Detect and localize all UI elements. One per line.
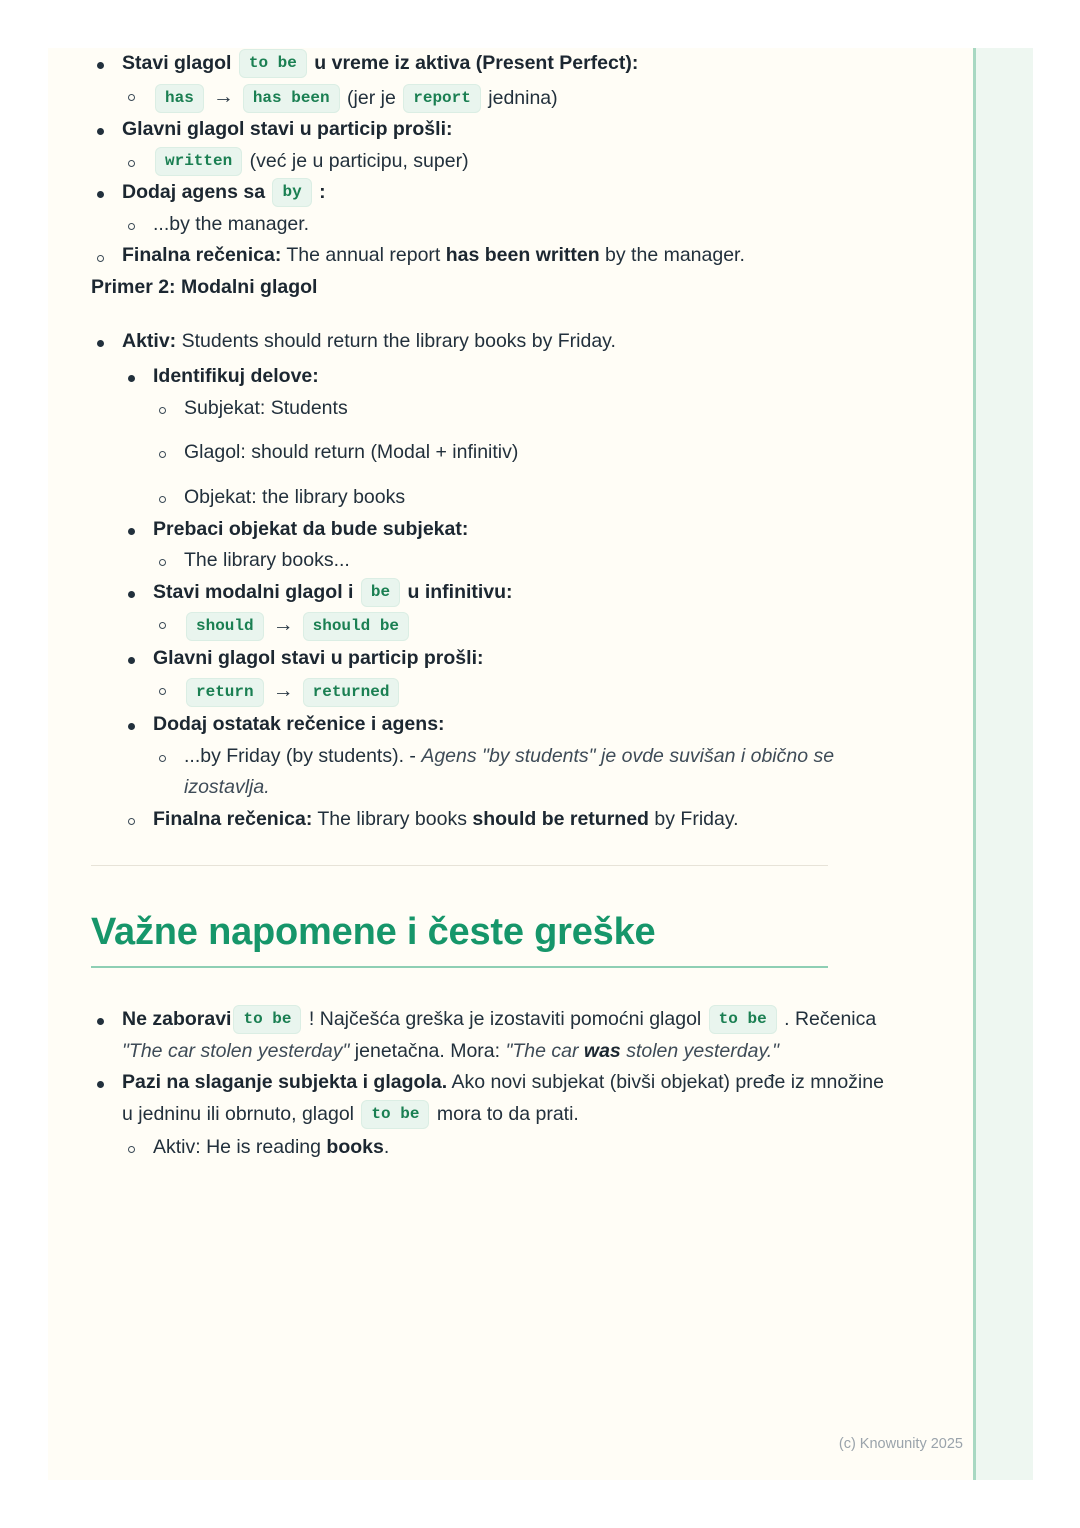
example2-identify-item-2: Objekat: the library books <box>184 485 406 508</box>
title-underline <box>91 966 828 968</box>
example2-final-sentence <box>122 804 886 836</box>
note-1-italic-2-a: "The car <box>505 1039 584 1062</box>
code-chip-returned: returned <box>303 678 400 707</box>
bullet-circle-icon <box>97 255 104 262</box>
example1-step-3 <box>91 177 886 240</box>
bullet-disc-icon <box>97 1018 104 1025</box>
bullet-disc-icon <box>128 657 135 664</box>
example2-step-2-sub-text <box>184 608 886 643</box>
page-title: Važne napomene i česte greške <box>91 911 656 954</box>
note-item-2 <box>91 1067 886 1164</box>
note-1-italic-2 <box>505 1040 779 1062</box>
example1-step-1-lead-b: u vreme iz aktiva (Present Perfect): <box>308 52 639 74</box>
bullet-disc-icon <box>128 591 135 598</box>
note-1-mid-2: . Rečenica <box>778 1008 877 1031</box>
example2-step-3-sub-text <box>184 674 886 709</box>
note-2-mid-2: mora to da prati. <box>431 1102 579 1125</box>
example1-step-3-lead-b: : <box>313 181 326 204</box>
example2-identify-label-text: Identifikuj delove: <box>153 365 319 388</box>
note-1-italic-2-b: stolen yesterday." <box>620 1039 780 1062</box>
bullet-circle-icon <box>128 160 135 167</box>
example2-substeps <box>122 361 886 835</box>
example1-step-3-sublist <box>122 209 886 241</box>
example2-step-4-lead: Dodaj ostatak rečenice i agens: <box>153 712 445 735</box>
bullet-disc-icon <box>128 375 135 382</box>
example2-step-4 <box>122 709 886 804</box>
example1-step-2-lead: Glavni glagol stavi u particip prošli: <box>122 118 453 141</box>
code-chip-to-be: to be <box>233 1005 301 1034</box>
example1-final-label: Finalna rečenica: <box>122 244 282 267</box>
note-2-sub-text-b: . <box>383 1136 390 1159</box>
copyright-watermark: (c) Knowunity 2025 <box>838 1436 963 1452</box>
bullet-circle-icon <box>159 688 166 695</box>
arrow-right-icon: → <box>272 613 294 637</box>
example2-aktiv-text <box>122 326 886 358</box>
note-1-mid-1: ! Najčešća greška je izostaviti pomoćni glagol <box>303 1008 707 1031</box>
note-1-bold-lead: Ne zaboravi <box>122 1008 232 1031</box>
example2-heading: Primer 2: Modalni glagol <box>91 276 318 299</box>
example1-step-2-sublist <box>122 146 886 178</box>
bullet-disc-icon <box>97 62 104 69</box>
code-chip-by: by <box>272 178 311 207</box>
example2-step-3-text <box>153 643 886 675</box>
example2-final-text-a: The library books <box>312 807 473 830</box>
example2-step-1-sublist <box>153 545 886 577</box>
bullet-circle-icon <box>159 755 166 762</box>
example2-step-2-lead-b: u infinitivu: <box>402 580 513 603</box>
example1-step-1 <box>91 48 886 114</box>
example1-step-2-text <box>122 114 886 146</box>
note-2-bold-lead: Pazi na slaganje subjekta i glagola. <box>122 1071 448 1094</box>
example2-step-4-sub-1 <box>153 741 886 804</box>
example1-step-3-lead-a: Dodaj agens sa <box>122 181 271 204</box>
note-1-italic-1: "The car stolen yesterday" <box>122 1039 350 1062</box>
example2-step-1-lead: Prebaci objekat da bude subjekat: <box>153 517 469 540</box>
example1-final-sentence <box>91 240 886 272</box>
example2-final-bold: should be returned <box>472 807 649 830</box>
document-content <box>91 48 886 1164</box>
bullet-disc-icon <box>128 528 135 535</box>
example1-final-bold: has been written <box>445 244 600 267</box>
example1-final-text-a: The annual report <box>281 244 446 267</box>
example2-aktiv-label: Aktiv: <box>122 329 177 352</box>
section-divider <box>91 865 828 866</box>
example2-identify-items <box>153 393 886 514</box>
notes-list <box>91 1004 886 1164</box>
example1-step-3-sub-1-text: ...by the manager. <box>153 212 310 235</box>
example2-step-3-sublist <box>153 674 886 709</box>
bullet-disc-icon <box>97 128 104 135</box>
example1-step-2-sub-1-text <box>153 146 886 178</box>
example2-step-2-sub-1 <box>153 608 886 643</box>
code-chip-to-be: to be <box>709 1005 777 1034</box>
code-chip-written: written <box>155 147 242 176</box>
example2-step-4-text <box>153 709 886 741</box>
note-2-mid-1: Ako novi subjekat (bivši objekat) pređe iz množine u jedninu ili obrnuto, glagol <box>122 1071 884 1125</box>
example2-step-2 <box>122 577 886 643</box>
bullet-circle-icon <box>159 496 166 503</box>
bullet-disc-icon <box>97 340 104 347</box>
arrow-right-icon: → <box>212 84 234 108</box>
example1-step-1-text <box>122 48 886 80</box>
example1-step-1-sub-1 <box>122 80 886 115</box>
example2-identify-item-0: Subjekat: Students <box>184 396 348 419</box>
example1-step-list <box>91 48 886 272</box>
example1-step-1-sub-tail: jednina) <box>482 86 558 109</box>
example2-step-1-text <box>153 514 886 546</box>
bullet-circle-icon <box>159 622 166 629</box>
note-2-sub-bold: books <box>326 1136 384 1159</box>
example1-final-text <box>122 240 886 272</box>
example2-step-1-sub-1 <box>153 545 886 577</box>
example1-step-3-sub-1 <box>122 209 886 241</box>
example1-step-2 <box>91 114 886 177</box>
note-2-sub-text <box>153 1132 886 1164</box>
example2-step-1-sub-text: The library books... <box>184 549 350 572</box>
note-1-mid-3: jenetačna. Mora: <box>349 1039 506 1062</box>
example2-identify <box>122 361 886 513</box>
example2-step-1 <box>122 514 886 577</box>
bullet-circle-icon <box>159 407 166 414</box>
example2-step-2-lead-a: Stavi modalni glagol i <box>153 580 359 603</box>
note-1-italic-2-bold: was <box>583 1039 621 1062</box>
example1-step-1-sublist <box>122 80 886 115</box>
bullet-circle-icon <box>159 451 166 458</box>
example1-step-2-sub-1 <box>122 146 886 178</box>
note-item-2-sublist <box>122 1132 886 1164</box>
bullet-circle-icon <box>128 818 135 825</box>
note-item-1 <box>91 1004 886 1067</box>
note-item-1-text <box>122 1004 886 1067</box>
code-chip-return: return <box>186 678 264 707</box>
list-item <box>153 393 886 425</box>
code-chip-report: report <box>403 84 481 113</box>
example1-step-3-text <box>122 177 886 209</box>
bullet-disc-icon <box>97 191 104 198</box>
example2-aktiv-row <box>91 326 886 836</box>
example2-final-text <box>153 804 886 836</box>
example2-step-2-text <box>153 577 886 609</box>
example2-identify-label <box>153 361 886 393</box>
code-chip-has-been: has been <box>243 84 340 113</box>
example2-final-text-b: by Friday. <box>648 807 739 830</box>
note-page-card <box>48 48 1033 1480</box>
code-chip-should-be: should be <box>303 612 409 641</box>
example2-aktiv-sentence: Students should return the library books by Friday. <box>176 329 616 352</box>
example1-step-1-sub-1-text <box>153 80 886 115</box>
example1-step-1-sub-mid: (jer je <box>341 86 402 109</box>
example2-step-4-sub-text <box>184 741 886 804</box>
code-chip-has: has <box>155 84 204 113</box>
code-chip-should: should <box>186 612 264 641</box>
example2-final-label: Finalna rečenica: <box>153 807 313 830</box>
example1-step-1-lead-a: Stavi glagol <box>122 52 237 74</box>
example2-step-4-sub-text-a: ...by Friday (by students). - <box>184 744 422 767</box>
example2-step-3-lead: Glavni glagol stavi u particip prošli: <box>153 646 484 669</box>
bullet-circle-icon <box>128 94 135 101</box>
code-chip-to-be: to be <box>361 1100 429 1129</box>
example2-step-4-sublist <box>153 741 886 804</box>
example2-step-3-sub-1 <box>153 674 886 709</box>
list-item <box>153 482 886 514</box>
note-item-2-text <box>122 1067 886 1130</box>
arrow-right-icon: → <box>272 679 294 703</box>
code-chip-be: be <box>361 578 400 607</box>
code-chip-to-be: to be <box>239 49 307 78</box>
example2-step-2-sublist <box>153 608 886 643</box>
note-2-sub-text-a: Aktiv: He is reading <box>153 1136 327 1159</box>
bullet-circle-icon <box>159 559 166 566</box>
example2-step-3 <box>122 643 886 709</box>
note-item-2-sub-1 <box>122 1132 886 1164</box>
list-item <box>153 437 886 469</box>
example2-identify-item-1: Glagol: should return (Modal + infinitiv) <box>184 441 519 464</box>
example2-step-4-sub-italic: Agens "by students" je ovde suvišan i obično se izostavlja. <box>184 744 835 799</box>
bullet-circle-icon <box>128 1146 135 1153</box>
example2-list <box>91 326 886 836</box>
bullet-disc-icon <box>97 1081 104 1088</box>
example1-step-2-sub-tail: (već je u participu, super) <box>244 149 469 172</box>
example1-final-text-b: by the manager. <box>599 244 745 267</box>
right-decorative-panel <box>976 48 1033 1480</box>
bullet-disc-icon <box>128 723 135 730</box>
bullet-circle-icon <box>128 223 135 230</box>
